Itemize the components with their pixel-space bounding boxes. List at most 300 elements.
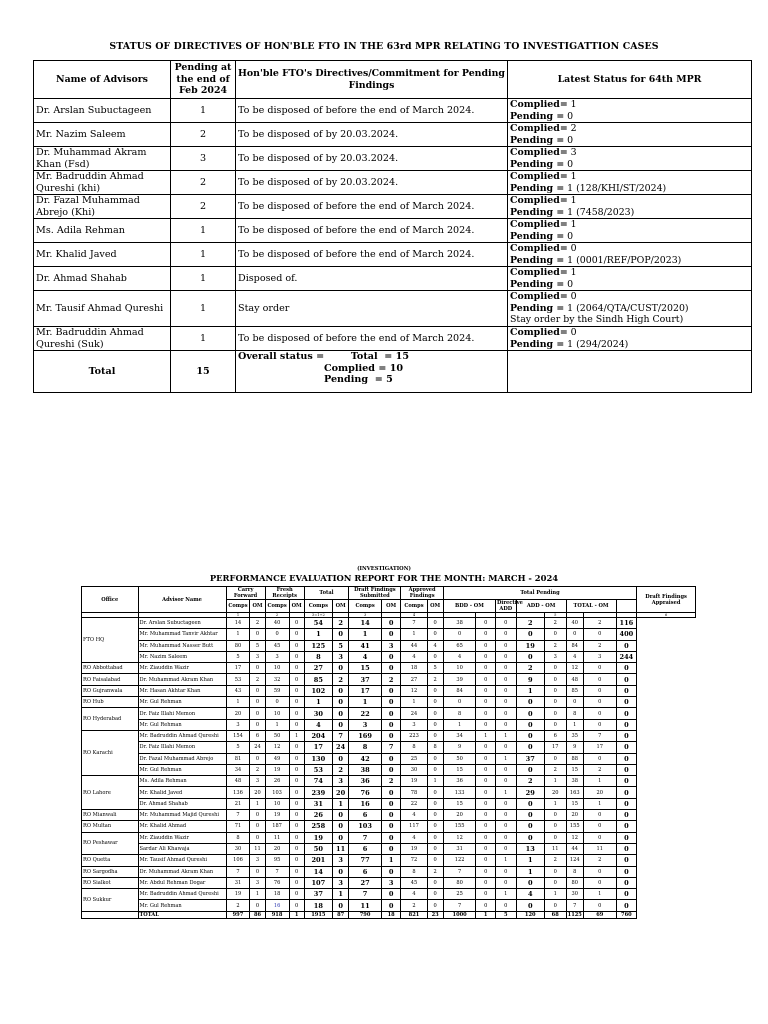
value-cell: 40: [265, 618, 289, 629]
value-cell: 0: [516, 821, 544, 832]
index-cell: 3=1+2: [304, 613, 332, 618]
pending-count: 2: [171, 171, 236, 195]
value-cell: 1: [332, 889, 348, 900]
value-cell: 15: [443, 798, 476, 809]
value-cell: 0: [289, 889, 304, 900]
value-cell: 7: [443, 900, 476, 911]
directive-text: To be disposed of before the end of March 2024.: [236, 327, 508, 351]
value-cell: 0: [583, 708, 616, 719]
value-cell: 8: [427, 742, 443, 753]
value-cell: 122: [443, 855, 476, 866]
advisor-name: Mr. Hasan Akhtar Khan: [138, 685, 226, 696]
value-cell: 0: [544, 685, 566, 696]
value-cell: 11: [583, 843, 616, 854]
value-cell: 84: [443, 685, 476, 696]
status-line: Pending = 1 (128/KHI/ST/2024): [510, 182, 667, 194]
value-cell: 74: [304, 776, 332, 787]
value-cell: 16: [349, 798, 382, 809]
value-cell: 2: [250, 618, 265, 629]
value-cell: 19: [401, 843, 427, 854]
value-cell: 50: [304, 843, 332, 854]
value-cell: 0: [476, 674, 496, 685]
value-cell: 1: [304, 697, 332, 708]
value-cell: 239: [304, 787, 332, 798]
value-cell: 8: [349, 742, 382, 753]
value-cell: 0: [476, 843, 496, 854]
overall-status: [236, 351, 508, 393]
value-cell: 0: [427, 629, 443, 640]
value-cell: 0: [616, 877, 637, 888]
value-cell: 2: [516, 663, 544, 674]
h-comps: Comps: [265, 600, 289, 613]
value-cell: 2: [544, 618, 566, 629]
grand-total-value: 23: [427, 911, 443, 918]
advisor-row: [82, 640, 696, 651]
value-cell: 3: [381, 640, 401, 651]
value-cell: 14: [304, 866, 332, 877]
status-line: Pending = 1 (2064/QTA/CUST/2020): [510, 302, 689, 314]
advisor-name: Mr. Tausif Ahmad Qureshi: [34, 291, 171, 327]
advisor-name: Mr. Badruddin Ahmad Qureshi: [138, 889, 226, 900]
value-cell: 0: [476, 697, 496, 708]
advisor-row: [82, 832, 696, 843]
advisor-name: Ms. Adila Rehman: [34, 219, 171, 243]
value-cell: 0: [427, 730, 443, 741]
value-cell: 163: [566, 787, 583, 798]
value-cell: 0: [516, 900, 544, 911]
office-name: RO Gujranwala: [82, 685, 139, 696]
advisor-row: [82, 787, 696, 798]
value-cell: 16: [265, 900, 289, 911]
grand-total-label: TOTAL: [138, 911, 226, 918]
value-cell: 0: [289, 742, 304, 753]
value-cell: 0: [476, 629, 496, 640]
doc1-title: STATUS OF DIRECTIVES OF HON'BLE FTO IN THE 63rd MPR RELATING TO INVESTIGATTION CASES: [109, 41, 659, 52]
value-cell: 0: [427, 685, 443, 696]
grand-total-value: 997: [226, 911, 250, 918]
advisor-row: [82, 798, 696, 809]
value-cell: 0: [427, 877, 443, 888]
value-cell: 0: [616, 810, 637, 821]
office-name: RO Lahore: [82, 776, 139, 810]
status-cell: [508, 99, 752, 123]
value-cell: 2: [544, 764, 566, 775]
value-cell: 18: [304, 900, 332, 911]
directives-table: [33, 60, 752, 393]
value-cell: 0: [250, 753, 265, 764]
value-cell: 0: [544, 719, 566, 730]
value-cell: 0: [289, 843, 304, 854]
value-cell: 0: [616, 832, 637, 843]
value-cell: 0: [544, 708, 566, 719]
index-cell: 4: [401, 613, 427, 618]
value-cell: 31: [443, 843, 476, 854]
value-cell: 7: [265, 866, 289, 877]
value-cell: 21: [226, 798, 250, 809]
advisor-row: [82, 889, 696, 900]
value-cell: 0: [476, 798, 496, 809]
value-cell: 1: [401, 697, 427, 708]
value-cell: 38: [566, 776, 583, 787]
value-cell: 0: [381, 651, 401, 662]
value-cell: 0: [566, 697, 583, 708]
value-cell: 1: [250, 889, 265, 900]
value-cell: 40: [566, 618, 583, 629]
h-comps: Comps: [226, 600, 250, 613]
value-cell: 18: [401, 663, 427, 674]
value-cell: 0: [566, 629, 583, 640]
office-name: RO Mianwali: [82, 810, 139, 821]
value-cell: 20: [583, 787, 616, 798]
value-cell: 7: [583, 730, 616, 741]
value-cell: 0: [583, 866, 616, 877]
value-cell: 0: [427, 708, 443, 719]
value-cell: 0: [616, 821, 637, 832]
value-cell: 3: [544, 651, 566, 662]
status-line: Pending = 0: [510, 230, 574, 242]
value-cell: 43: [226, 685, 250, 696]
value-cell: 0: [516, 651, 544, 662]
advisor-name: Mr. Ziauddin Wazir: [138, 663, 226, 674]
value-cell: 50: [265, 730, 289, 741]
value-cell: 29: [516, 787, 544, 798]
value-cell: 77: [349, 855, 382, 866]
value-cell: 0: [289, 764, 304, 775]
value-cell: 0: [289, 877, 304, 888]
value-cell: 0: [544, 900, 566, 911]
value-cell: 0: [289, 651, 304, 662]
value-cell: 0: [332, 708, 348, 719]
status-cell: [508, 243, 752, 267]
total-row: [34, 351, 752, 393]
value-cell: 80: [443, 877, 476, 888]
directive-row: [34, 291, 752, 327]
value-cell: 0: [495, 877, 516, 888]
h-om: OM: [289, 600, 304, 613]
value-cell: 0: [250, 629, 265, 640]
value-cell: 0: [616, 674, 637, 685]
directive-row: [34, 219, 752, 243]
value-cell: 1: [495, 889, 516, 900]
value-cell: 0: [495, 651, 516, 662]
advisor-row: [82, 764, 696, 775]
value-cell: 0: [476, 618, 496, 629]
directive-text: To be disposed of by 20.03.2024.: [236, 171, 508, 195]
value-cell: 26: [265, 776, 289, 787]
value-cell: 48: [566, 674, 583, 685]
value-cell: 8: [226, 832, 250, 843]
value-cell: 0: [476, 787, 496, 798]
value-cell: 0: [495, 843, 516, 854]
value-cell: 14: [349, 618, 382, 629]
value-cell: 0: [616, 640, 637, 651]
value-cell: 0: [381, 753, 401, 764]
value-cell: 0: [583, 821, 616, 832]
value-cell: 0: [289, 618, 304, 629]
h-carry: Carry Forward: [226, 587, 265, 600]
advisor-name: Dr. Arslan Subuctageen: [34, 99, 171, 123]
pending-count: 1: [171, 267, 236, 291]
advisor-name: Mr. Ziauddin Wazir: [138, 832, 226, 843]
value-cell: 17: [304, 742, 332, 753]
value-cell: 3: [332, 651, 348, 662]
value-cell: 0: [516, 877, 544, 888]
value-cell: 0: [476, 753, 496, 764]
total-status-empty: [508, 351, 752, 393]
value-cell: 0: [332, 697, 348, 708]
status-line: Complied= 2: [510, 123, 577, 135]
value-cell: 1: [495, 730, 516, 741]
value-cell: 20: [443, 810, 476, 821]
value-cell: 4: [304, 719, 332, 730]
status-line: Complied= 1: [510, 195, 577, 207]
value-cell: 1: [583, 776, 616, 787]
status-cell: [508, 219, 752, 243]
advisor-row: [82, 821, 696, 832]
grand-total-value: 1915: [304, 911, 332, 918]
value-cell: 0: [495, 776, 516, 787]
advisor-row: [82, 685, 696, 696]
doc2-title: PERFORMANCE EVALUATION REPORT FOR THE MONTH: MARCH - 2024: [209, 573, 559, 583]
value-cell: 1: [495, 787, 516, 798]
value-cell: 0: [381, 787, 401, 798]
value-cell: 7: [226, 810, 250, 821]
value-cell: 19: [265, 764, 289, 775]
advisor-row: [82, 708, 696, 719]
status-line: Pending = 0: [510, 110, 574, 122]
directive-row: [34, 195, 752, 219]
advisor-name: Mr. Badruddin Ahmad Qureshi: [138, 730, 226, 741]
status-line: Pending = 0: [510, 158, 574, 170]
value-cell: 13: [516, 843, 544, 854]
pending-count: 1: [171, 219, 236, 243]
value-cell: 20: [265, 843, 289, 854]
value-cell: 5: [250, 640, 265, 651]
value-cell: 0: [381, 889, 401, 900]
value-cell: 0: [476, 900, 496, 911]
office-name: RO Hyderabad: [82, 708, 139, 731]
value-cell: 2: [250, 764, 265, 775]
grand-total-value: 120: [516, 911, 544, 918]
value-cell: 0: [583, 663, 616, 674]
value-cell: 0: [495, 832, 516, 843]
value-cell: 20: [544, 787, 566, 798]
value-cell: 0: [289, 810, 304, 821]
value-cell: 20: [332, 787, 348, 798]
advisor-name: Mr. Gul Rehman: [138, 719, 226, 730]
doc2-subtitle: (INVESTIGATION): [357, 566, 411, 572]
directive-row: [34, 243, 752, 267]
advisor-name: Dr. Muhammad Akram Khan (Fsd): [34, 147, 171, 171]
pending-count: 1: [171, 291, 236, 327]
value-cell: 76: [349, 787, 382, 798]
value-cell: 27: [304, 663, 332, 674]
value-cell: 0: [332, 900, 348, 911]
advisor-row: [82, 742, 696, 753]
value-cell: 0: [516, 629, 544, 640]
value-cell: 95: [265, 855, 289, 866]
value-cell: 0: [381, 821, 401, 832]
value-cell: 0: [443, 629, 476, 640]
advisor-row: [82, 629, 696, 640]
h-approved: Approved Findings: [401, 587, 443, 600]
overall-line: Complied = 10: [324, 362, 404, 374]
value-cell: 7: [401, 618, 427, 629]
value-cell: 27: [401, 674, 427, 685]
value-cell: 106: [226, 855, 250, 866]
value-cell: 0: [427, 651, 443, 662]
advisor-name: Mr. Badruddin Ahmad Qureshi (Suk): [34, 327, 171, 351]
value-cell: 18: [265, 889, 289, 900]
value-cell: 2: [226, 900, 250, 911]
advisor-row: [82, 855, 696, 866]
value-cell: 37: [349, 674, 382, 685]
value-cell: 30: [226, 843, 250, 854]
value-cell: 0: [616, 889, 637, 900]
value-cell: 1: [250, 798, 265, 809]
value-cell: 0: [332, 685, 348, 696]
value-cell: 0: [583, 753, 616, 764]
value-cell: 0: [332, 832, 348, 843]
value-cell: 8: [566, 866, 583, 877]
value-cell: 37: [516, 753, 544, 764]
value-cell: 0: [381, 798, 401, 809]
value-cell: 19: [226, 889, 250, 900]
value-cell: 20: [250, 787, 265, 798]
value-cell: 103: [265, 787, 289, 798]
value-cell: 1: [349, 629, 382, 640]
value-cell: 7: [566, 900, 583, 911]
value-cell: 2: [250, 674, 265, 685]
value-cell: 36: [349, 776, 382, 787]
value-cell: 0: [616, 798, 637, 809]
value-cell: 0: [476, 742, 496, 753]
value-cell: 0: [476, 764, 496, 775]
value-cell: 0: [616, 787, 637, 798]
value-cell: 0: [616, 764, 637, 775]
index-cell: 2: [265, 613, 289, 618]
value-cell: 1: [304, 629, 332, 640]
value-cell: 0: [427, 843, 443, 854]
value-cell: 0: [250, 900, 265, 911]
value-cell: 41: [349, 640, 382, 651]
value-cell: 45: [265, 640, 289, 651]
value-cell: 24: [250, 742, 265, 753]
value-cell: 0: [476, 708, 496, 719]
value-cell: 7: [381, 742, 401, 753]
value-cell: 0: [616, 697, 637, 708]
value-cell: 10: [265, 663, 289, 674]
value-cell: 0: [583, 719, 616, 730]
office-name: RO Sialkot: [82, 877, 139, 888]
value-cell: 0: [332, 629, 348, 640]
value-cell: 8: [566, 708, 583, 719]
value-cell: 0: [427, 900, 443, 911]
status-cell: [508, 171, 752, 195]
header-directive: Hon'ble FTO's Directives/Commitment for Pending Findings: [236, 61, 508, 99]
value-cell: 0: [427, 764, 443, 775]
value-cell: 0: [476, 821, 496, 832]
status-line: Pending = 0: [510, 134, 574, 146]
value-cell: 4: [401, 810, 427, 821]
advisor-row: [82, 674, 696, 685]
value-cell: 0: [616, 663, 637, 674]
value-cell: 0: [289, 866, 304, 877]
value-cell: 0: [544, 697, 566, 708]
advisor-row: [82, 776, 696, 787]
value-cell: 0: [289, 674, 304, 685]
h-om: OM: [381, 600, 401, 613]
advisor-row: [82, 663, 696, 674]
value-cell: 4: [443, 651, 476, 662]
value-cell: 0: [544, 821, 566, 832]
value-cell: 7: [226, 866, 250, 877]
value-cell: 1: [476, 730, 496, 741]
value-cell: 0: [381, 843, 401, 854]
value-cell: 2: [381, 674, 401, 685]
value-cell: 8: [443, 708, 476, 719]
value-cell: 7: [349, 832, 382, 843]
office-name: RO Faisalabad: [82, 674, 139, 685]
value-cell: 44: [401, 640, 427, 651]
pending-count: 1: [171, 99, 236, 123]
value-cell: 80: [566, 877, 583, 888]
value-cell: 17: [349, 685, 382, 696]
office-name: RO Abbottabad: [82, 663, 139, 674]
advisor-row: [82, 810, 696, 821]
advisor-name: Mr. Badruddin Ahmad Qureshi (khi): [34, 171, 171, 195]
advisor-name: Dr. Arslan Subuctageen: [138, 618, 226, 629]
value-cell: 1: [226, 629, 250, 640]
value-cell: 1: [495, 753, 516, 764]
value-cell: 24: [332, 742, 348, 753]
value-cell: 3: [250, 776, 265, 787]
value-cell: 3: [332, 776, 348, 787]
value-cell: 1: [265, 719, 289, 730]
value-cell: 44: [566, 843, 583, 854]
value-cell: 0: [516, 798, 544, 809]
value-cell: 0: [289, 663, 304, 674]
h-om: OM: [427, 600, 443, 613]
grand-total-value: 1000: [443, 911, 476, 918]
value-cell: 12: [566, 663, 583, 674]
advisor-row: [82, 900, 696, 911]
header-name: Name of Advisors: [34, 61, 171, 99]
value-cell: 0: [250, 685, 265, 696]
value-cell: 6: [349, 810, 382, 821]
value-cell: 12: [265, 742, 289, 753]
value-cell: 124: [566, 855, 583, 866]
value-cell: 1: [544, 798, 566, 809]
value-cell: 85: [566, 685, 583, 696]
value-cell: 0: [516, 719, 544, 730]
value-cell: 0: [495, 640, 516, 651]
value-cell: 3: [250, 651, 265, 662]
value-cell: 72: [401, 855, 427, 866]
value-cell: 3: [332, 855, 348, 866]
value-cell: 0: [616, 685, 637, 696]
directive-text: To be disposed of by 20.03.2024.: [236, 147, 508, 171]
h-comps: Comps: [349, 600, 382, 613]
value-cell: 107: [304, 877, 332, 888]
status-cell: [508, 123, 752, 147]
value-cell: 65: [443, 640, 476, 651]
value-cell: 0: [476, 832, 496, 843]
value-cell: 3: [401, 719, 427, 730]
value-cell: 169: [349, 730, 382, 741]
value-cell: 2: [427, 866, 443, 877]
h-fresh: Fresh Receipts: [265, 587, 304, 600]
